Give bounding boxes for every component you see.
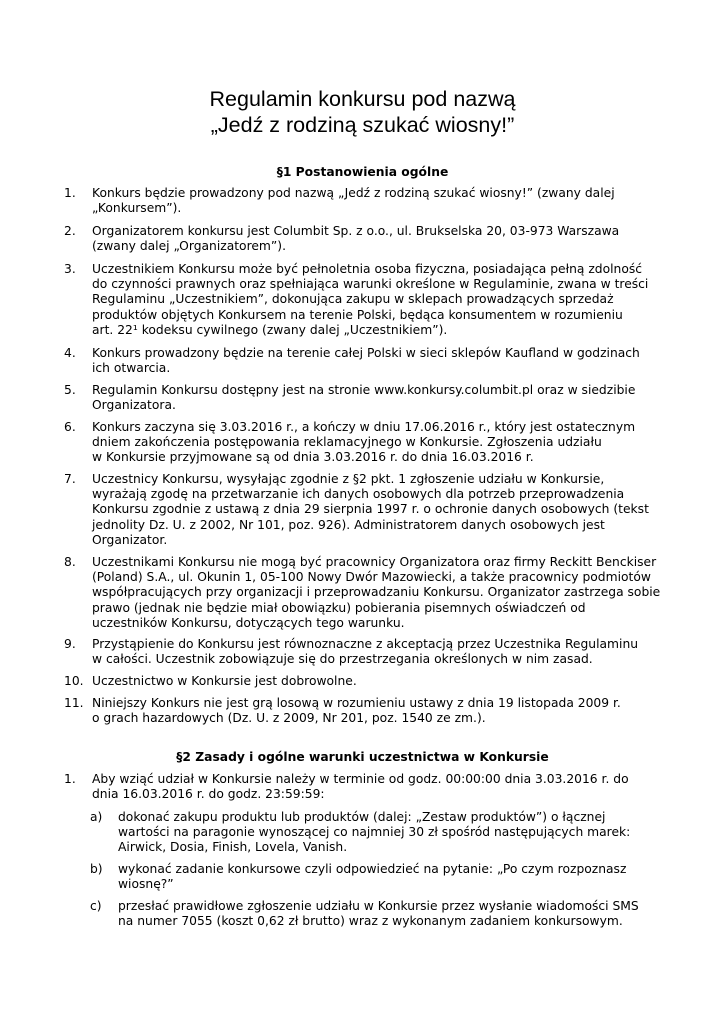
text-line: jednolity Dz. U. z 2002, Nr 101, poz. 926). Administratorem danych osobowych jest	[92, 517, 605, 532]
list-item	[64, 555, 664, 631]
sub-list-item-text	[118, 862, 664, 892]
text-line: art. 22¹ kodeksu cywilnego (zwany dalej „Uczestnikiem”).	[92, 322, 448, 337]
list-item-text	[92, 262, 664, 338]
text-line: dnia 16.03.2016 r. do godz. 23:59:59:	[92, 787, 325, 802]
text-line: dokonać zakupu produktu lub produktów (dalej: „Zestaw produktów”) o łącznej	[118, 810, 606, 824]
text-line: współpracujących przy organizacji i przeprowadzaniu Konkursu. Organizator zastrzega sobie	[92, 585, 661, 600]
sub-list-item-letter: a)	[90, 810, 103, 824]
text-line: uczestników Konkursu, dotyczących tego warunku.	[92, 615, 405, 630]
list-item	[64, 637, 664, 667]
list-item	[64, 696, 664, 726]
list-item	[64, 674, 664, 689]
list-item-number: 2.	[64, 224, 76, 238]
text-line: Regulaminu „Uczestnikiem”, dokonująca zakupu w sklepach prowadzących sprzedaż	[92, 292, 614, 307]
text-line: wykonać zadanie konkursowe czyli odpowiedzieć na pytanie: „Po czym rozpoznasz	[118, 862, 627, 876]
list-item	[64, 383, 664, 413]
text-line: Niniejszy Konkurs nie jest grą losową w rozumieniu ustawy z dnia 19 listopada 2009 r.	[92, 696, 621, 710]
list-item	[64, 262, 664, 338]
sub-list-item	[64, 899, 664, 929]
title-line-2: „Jedź z rodziną szukać wiosny!”	[210, 113, 515, 137]
list-item-number: 11.	[64, 696, 84, 710]
list-item-number: 1.	[64, 772, 76, 786]
section-2-heading: §2 Zasady i ogólne warunki uczestnictwa w Konkursie	[176, 750, 549, 764]
sub-list-item-letter: b)	[90, 862, 103, 876]
text-line: Regulamin Konkursu dostępny jest na stronie www.konkursy.columbit.pl oraz w siedzibie	[92, 383, 636, 397]
text-line: prawo (jednak nie będzie miał obowiązku) pobierania pisemnych oświadczeń od	[92, 600, 586, 615]
list-item-text	[92, 186, 664, 216]
list-item-number: 6.	[64, 420, 76, 434]
text-line: wiosnę?”	[118, 877, 174, 892]
text-line: „Konkursem”).	[92, 201, 182, 216]
text-line: na numer 7055 (koszt 0,62 zł brutto) wraz z wykonanym zadaniem konkursowym.	[118, 914, 623, 929]
list-item-text	[92, 383, 664, 413]
list-item-text	[92, 224, 664, 254]
list-item-text	[92, 420, 664, 466]
list-item-number: 8.	[64, 555, 76, 569]
sub-list-item-text	[118, 899, 664, 929]
list-item-text	[92, 472, 664, 548]
list-item	[64, 772, 664, 802]
text-line: Airwick, Dosia, Finish, Lovela, Vanish.	[118, 840, 348, 855]
text-line: dniem zakończenia postępowania reklamacyjnego w Konkursie. Zgłoszenia udziału	[92, 435, 602, 450]
list-item	[64, 420, 664, 466]
list-item-number: 9.	[64, 637, 76, 651]
text-line: Konkursu zgodnie z ustawą z dnia 29 sierpnia 1997 r. o ochronie danych osobowych (tekst	[92, 502, 649, 517]
list-item-text	[92, 772, 664, 802]
list-item	[64, 346, 664, 376]
list-item-text	[92, 555, 664, 631]
list-item-text	[92, 637, 664, 667]
section-1-heading: §1 Postanowienia ogólne	[276, 165, 449, 179]
text-line: do czynności prawnych oraz spełniająca warunki określone w Regulaminie, zwana w treści	[92, 277, 649, 292]
text-line: w całości. Uczestnik zobowiązuje się do przestrzegania określonych w nim zasad.	[92, 652, 593, 667]
list-item-number: 7.	[64, 472, 76, 486]
text-line: wyrażają zgodę na przetwarzanie ich danych osobowych dla potrzeb przeprowadzenia	[92, 487, 625, 502]
text-line: Organizatorem konkursu jest Columbit Sp. z o.o., ul. Brukselska 20, 03-973 Warszawa	[92, 224, 620, 238]
text-line: wartości na paragonie wynoszącej co najmniej 30 zł spośród następujących marek:	[118, 825, 631, 840]
text-line: w Konkursie przyjmowane są od dnia 3.03.2016 r. do dnia 16.03.2016 r.	[92, 450, 534, 465]
list-item-text	[92, 674, 664, 689]
sub-list-item	[64, 810, 664, 856]
title-line-1: Regulamin konkursu pod nazwą	[209, 87, 516, 111]
list-item-number: 1.	[64, 186, 76, 200]
list-item	[64, 472, 664, 548]
text-line: produktów objętych Konkursem na terenie Polski, będąca konsumentem w rozumieniu	[92, 307, 623, 322]
sub-list-item-letter: c)	[90, 899, 102, 913]
document-title	[60, 86, 665, 138]
sub-list-item-text	[118, 810, 664, 856]
text-line: przesłać prawidłowe zgłoszenie udziału w Konkursie przez wysłanie wiadomości SMS	[118, 899, 639, 913]
list-item-number: 10.	[64, 674, 84, 688]
text-line: Organizator.	[92, 532, 168, 547]
text-line: Konkurs będzie prowadzony pod nazwą „Jedź z rodziną szukać wiosny!” (zwany dalej	[92, 186, 615, 200]
list-item	[64, 224, 664, 254]
text-line: (zwany dalej „Organizatorem”).	[92, 239, 286, 254]
list-item-text	[92, 696, 664, 726]
text-line: Aby wziąć udział w Konkursie należy w terminie od godz. 00:00:00 dnia 3.03.2016 r. do	[92, 772, 629, 786]
text-line: Uczestnicy Konkursu, wysyłając zgodnie z §2 pkt. 1 zgłoszenie udziału w Konkursie,	[92, 472, 605, 486]
list-item	[64, 186, 664, 216]
list-item-number: 3.	[64, 262, 76, 276]
text-line: o grach hazardowych (Dz. U. z 2009, Nr 201, poz. 1540 ze zm.).	[92, 711, 486, 726]
text-line: Konkurs prowadzony będzie na terenie całej Polski w sieci sklepów Kaufland w godzinach	[92, 346, 640, 360]
text-line: Przystąpienie do Konkursu jest równoznaczne z akceptacją przez Uczestnika Regulaminu	[92, 637, 639, 651]
text-line: (Poland) S.A., ul. Okunin 1, 05-100 Nowy Dwór Mazowiecki, a także pracownicy podmiotów	[92, 570, 651, 585]
list-item-number: 5.	[64, 383, 76, 397]
text-line: Uczestnikami Konkursu nie mogą być pracownicy Organizatora oraz firmy Reckitt Benckiser	[92, 555, 657, 569]
text-line: Uczestnictwo w Konkursie jest dobrowolne.	[92, 674, 357, 688]
list-item-text	[92, 346, 664, 376]
list-item-number: 4.	[64, 346, 76, 360]
text-line: Organizatora.	[92, 398, 176, 413]
text-line: Konkurs zaczyna się 3.03.2016 r., a kończy w dniu 17.06.2016 r., który jest ostatecznym	[92, 420, 636, 434]
sub-list-item	[64, 862, 664, 892]
text-line: Uczestnikiem Konkursu może być pełnoletnia osoba fizyczna, posiadająca pełną zdolność	[92, 262, 643, 276]
text-line: ich otwarcia.	[92, 361, 171, 376]
